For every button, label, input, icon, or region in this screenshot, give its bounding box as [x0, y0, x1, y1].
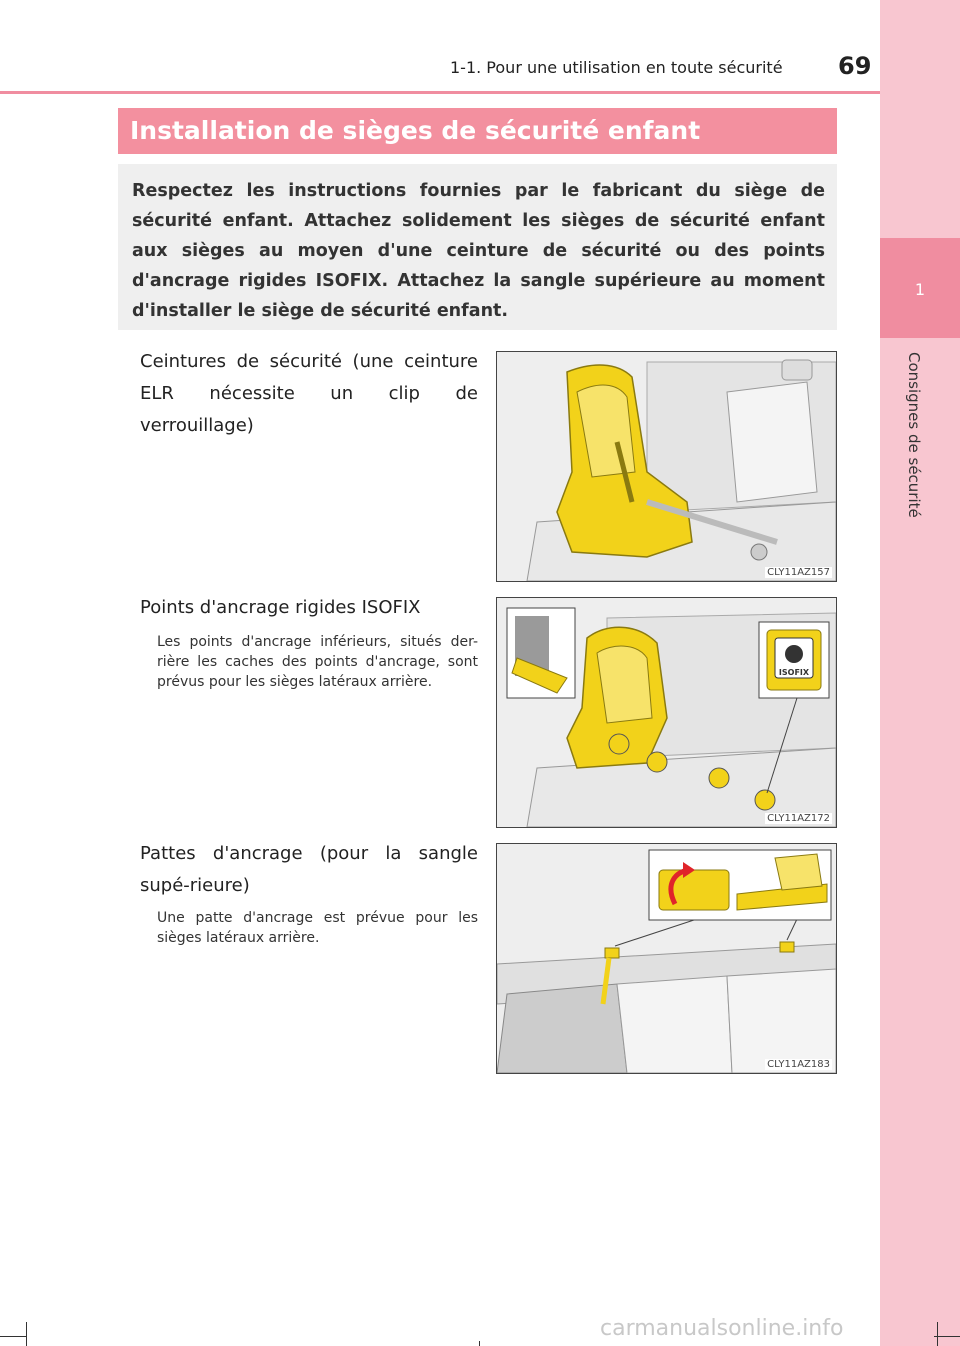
intro-text: Respectez les instructions fournies par le fabricant du siège de sécurité enfant. Attachez solidement les sièges de sécurité enfant aux sièges au moyen d'une ceinture de sécurité ou des points d'ancrage rigides ISOFIX. Attachez la sangle supérieure au moment d'installer le siège de sécurité enfant.	[132, 181, 825, 321]
crop-mark	[479, 1341, 480, 1346]
figure-tether	[496, 843, 837, 1074]
chapter-title: Consignes de sécurité	[905, 352, 923, 518]
page-number: 69	[838, 52, 872, 80]
crop-mark	[26, 1322, 27, 1346]
item-title-seatbelt: Ceintures de sécurité (une ceinture ELR nécessite un clip de verrouillage)	[140, 351, 478, 436]
chapter-sidebar	[880, 0, 960, 1346]
child-seat-isofix-illustration	[497, 598, 836, 827]
figure-code: CLY11AZ157	[767, 567, 830, 578]
tether-anchor-illustration	[497, 844, 836, 1073]
crop-mark	[0, 1336, 26, 1337]
isofix-badge-label: ISOFIX	[778, 668, 810, 677]
figure-isofix	[496, 597, 837, 828]
watermark: carmanualsonline.info	[600, 1316, 844, 1341]
crop-mark	[934, 1336, 960, 1337]
header-rule	[0, 91, 880, 94]
figure-code: CLY11AZ183	[767, 1059, 830, 1070]
item-desc-tether: Une patte d'ancrage est prévue pour les sièges latéraux arrière.	[157, 910, 478, 946]
item-desc-isofix: Les points d'ancrage inférieurs, situés der-rière les caches des points d'ancrage, sont prévus pour les sièges latéraux arrière.	[157, 634, 478, 690]
intro-box	[118, 164, 837, 330]
crop-mark	[937, 1322, 938, 1346]
running-header: 1-1. Pour une utilisation en toute sécurité	[450, 58, 783, 77]
item-title-isofix: Points d'ancrage rigides ISOFIX	[140, 597, 421, 618]
child-seat-seatbelt-illustration	[497, 352, 836, 581]
section-title: Installation de sièges de sécurité enfant	[118, 108, 837, 154]
figure-seatbelt	[496, 351, 837, 582]
item-title-tether: Pattes d'ancrage (pour la sangle supé-rieure)	[140, 843, 478, 896]
figure-code: CLY11AZ172	[767, 813, 830, 824]
chapter-number: 1	[914, 280, 926, 299]
